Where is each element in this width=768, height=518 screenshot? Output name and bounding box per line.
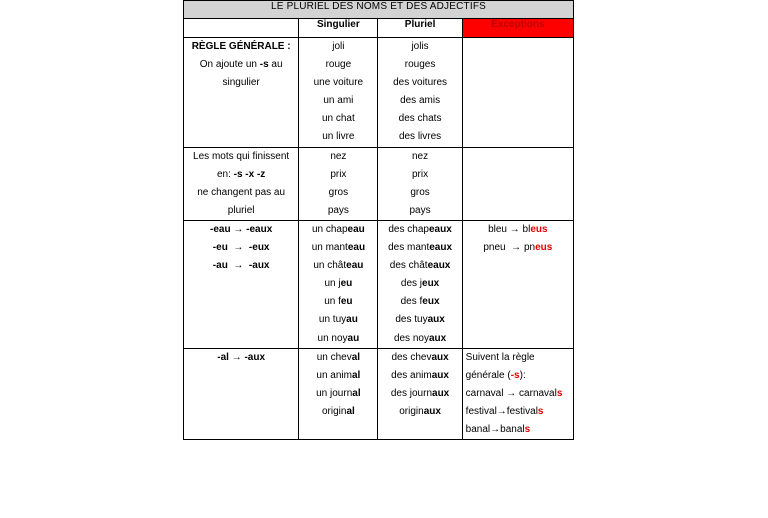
arrow-icon: → <box>233 242 244 254</box>
text: un mant <box>311 242 348 254</box>
ending: eau <box>346 260 364 272</box>
text: des chev <box>391 351 432 363</box>
arrow-icon: → <box>506 387 517 399</box>
plural-word: des voitures <box>393 77 448 89</box>
ending: s <box>537 405 544 417</box>
text: festival <box>506 405 538 417</box>
text: des j <box>400 278 423 290</box>
singular-word: un ami <box>323 95 354 107</box>
plural-word <box>381 257 458 275</box>
singular-word <box>302 239 374 257</box>
singular-word <box>302 293 374 311</box>
text: des tuy <box>395 314 428 326</box>
ending: eaux <box>427 260 451 272</box>
singular-word: nez <box>330 150 347 162</box>
title-row <box>184 1 574 19</box>
ending: eaux <box>428 223 452 235</box>
ending: aux <box>423 405 441 417</box>
suffix: -aux <box>244 351 266 363</box>
suffix: -eu <box>212 242 228 254</box>
plural-word: jolis <box>411 41 429 52</box>
text: un chap <box>311 223 348 235</box>
ending: eux <box>422 296 440 308</box>
text: bl <box>522 223 531 235</box>
text: en: <box>216 168 234 180</box>
plural-word: des livres <box>398 131 442 143</box>
exception-note: Suivent la règle <box>465 351 535 363</box>
ending: aux <box>428 332 447 344</box>
suffix: -s <box>259 59 269 71</box>
suffix: -eau <box>210 223 231 235</box>
header-exceptions: Exceptions <box>462 19 573 38</box>
exception-note <box>466 367 570 385</box>
plural-word: pays <box>409 204 431 216</box>
plural-word: gros <box>410 186 430 198</box>
text: des chât <box>389 260 428 272</box>
plural-word <box>381 275 458 293</box>
sxz-rule-cell <box>184 147 299 220</box>
plural-word: des amis <box>400 95 441 107</box>
plural-word <box>381 385 458 403</box>
text: des mant <box>388 242 430 254</box>
text: générale ( <box>465 369 511 381</box>
singular-word <box>302 311 374 329</box>
text: pn <box>523 242 536 254</box>
general-rule-line <box>187 56 295 74</box>
singular-word: un chat <box>321 113 355 125</box>
text: un chev <box>316 351 352 363</box>
suffix: -aux <box>248 260 270 272</box>
ending: eu <box>340 278 353 290</box>
text: des f <box>400 296 423 308</box>
al-rule-row <box>184 348 574 439</box>
arrow-icon: → <box>231 351 242 363</box>
ending: aux <box>431 369 449 381</box>
eau-plural-cell <box>378 220 462 348</box>
ending: al <box>346 405 355 417</box>
text: On ajoute un <box>199 59 260 71</box>
singular-word: rouge <box>325 59 352 71</box>
plural-word <box>381 293 458 311</box>
header-singular: Singulier <box>299 19 378 38</box>
al-singular-cell <box>299 348 378 439</box>
plural-word <box>381 349 458 367</box>
text: festival <box>465 405 497 417</box>
ending: eu <box>340 296 353 308</box>
al-plural-cell <box>378 348 462 439</box>
al-rule-line <box>187 349 295 367</box>
arrow-icon: → <box>490 423 501 435</box>
arrow-icon: → <box>496 405 507 417</box>
general-rule-line: singulier <box>222 77 260 89</box>
sxz-rule-line: ne changent pas au <box>197 186 286 198</box>
sxz-rule-line: pluriel <box>227 204 255 216</box>
ending: eus <box>530 223 548 235</box>
text: banal <box>500 423 525 435</box>
plural-word: nez <box>412 150 429 162</box>
plural-word: rouges <box>404 59 436 71</box>
singular-word <box>302 257 374 275</box>
plural-word <box>381 367 458 385</box>
general-exceptions-cell <box>462 38 573 148</box>
text: un noy <box>317 332 348 344</box>
exception-item <box>466 421 570 439</box>
al-rule-cell <box>184 348 299 439</box>
sxz-rule-row <box>184 147 574 220</box>
general-singular-cell <box>299 38 378 148</box>
suffix: -eaux <box>246 223 273 235</box>
ending: eus <box>535 242 553 254</box>
exception-item <box>466 221 570 239</box>
text: pneu <box>483 242 506 254</box>
text: un j <box>324 278 341 290</box>
al-exceptions-cell <box>462 348 573 439</box>
sxz-exceptions-cell <box>462 147 573 220</box>
text: des anim <box>391 369 432 381</box>
sxz-rule-line <box>187 166 295 184</box>
text: un chât <box>313 260 347 272</box>
suffix: -s -x -z <box>233 168 266 180</box>
plural-word: prix <box>412 168 429 180</box>
text: bleu <box>488 223 507 235</box>
ending: eaux <box>429 242 453 254</box>
text: un anim <box>316 369 352 381</box>
singular-word <box>302 349 374 367</box>
header-row <box>184 19 574 38</box>
suffix: -s <box>510 369 520 381</box>
table-title: LE PLURIEL DES NOMS ET DES ADJECTIFS <box>184 1 574 19</box>
arrow-icon: → <box>233 260 244 272</box>
ending: eau <box>347 242 366 254</box>
text: des noy <box>393 332 429 344</box>
plural-rules-table <box>183 0 574 440</box>
singular-word: joli <box>332 41 345 52</box>
plural-word <box>381 403 458 421</box>
singular-word: prix <box>330 168 347 180</box>
singular-word: un livre <box>322 131 355 143</box>
text: un f <box>324 296 341 308</box>
ending: au <box>347 332 360 344</box>
text: des chap <box>388 223 429 235</box>
text: au <box>268 59 283 71</box>
text: origin <box>321 405 347 417</box>
eau-singular-cell <box>299 220 378 348</box>
eau-exceptions-cell <box>462 220 573 348</box>
arrow-icon: → <box>511 242 522 254</box>
singular-word: gros <box>328 186 349 198</box>
text: carnaval <box>519 387 557 399</box>
singular-word: une voiture <box>313 77 364 89</box>
ending: aux <box>427 314 445 326</box>
header-rule <box>184 19 299 38</box>
singular-word: pays <box>327 204 349 216</box>
eau-rule-cell <box>184 220 299 348</box>
exception-item <box>466 385 570 403</box>
suffix: -au <box>212 260 228 272</box>
text: origin <box>399 405 424 417</box>
ending: au <box>346 314 358 326</box>
text: un tuy <box>318 314 347 326</box>
general-rule-row <box>184 38 574 148</box>
general-rule-title: RÈGLE GÉNÉRALE : <box>191 41 291 52</box>
singular-word <box>302 221 374 239</box>
plural-word <box>381 330 458 348</box>
ending: s <box>524 423 531 435</box>
text: ): <box>519 369 526 381</box>
header-plural: Pluriel <box>378 19 462 38</box>
text: carnaval <box>465 387 504 399</box>
eau-rule-line <box>187 257 295 275</box>
exception-item <box>466 403 570 421</box>
eau-rule-line <box>187 221 295 239</box>
suffix: -eux <box>248 242 270 254</box>
sxz-singular-cell <box>299 147 378 220</box>
singular-word <box>302 385 374 403</box>
singular-word <box>302 330 374 348</box>
ending: aux <box>431 351 449 363</box>
sxz-rule-line: Les mots qui finissent <box>193 150 290 162</box>
plural-word <box>381 221 458 239</box>
singular-word <box>302 275 374 293</box>
ending: s <box>556 387 563 399</box>
plural-word <box>381 311 458 329</box>
arrow-icon: → <box>233 223 244 235</box>
singular-word <box>302 403 374 421</box>
ending: al <box>352 387 361 399</box>
general-rule-cell <box>184 38 299 148</box>
ending: eux <box>422 278 440 290</box>
exception-item <box>466 239 570 257</box>
arrow-icon: → <box>509 223 520 235</box>
plural-word: des chats <box>398 113 442 125</box>
ending: al <box>351 369 361 381</box>
text: des journ <box>390 387 433 399</box>
eau-rule-row <box>184 220 574 348</box>
text: banal <box>465 423 491 435</box>
general-plural-cell <box>378 38 462 148</box>
sxz-plural-cell <box>378 147 462 220</box>
text: un journ <box>316 387 353 399</box>
eau-rule-line <box>187 239 295 257</box>
plural-word <box>381 239 458 257</box>
ending: al <box>351 351 361 363</box>
ending: eau <box>347 223 365 235</box>
suffix: -al <box>217 351 229 363</box>
singular-word <box>302 367 374 385</box>
ending: aux <box>432 387 450 399</box>
